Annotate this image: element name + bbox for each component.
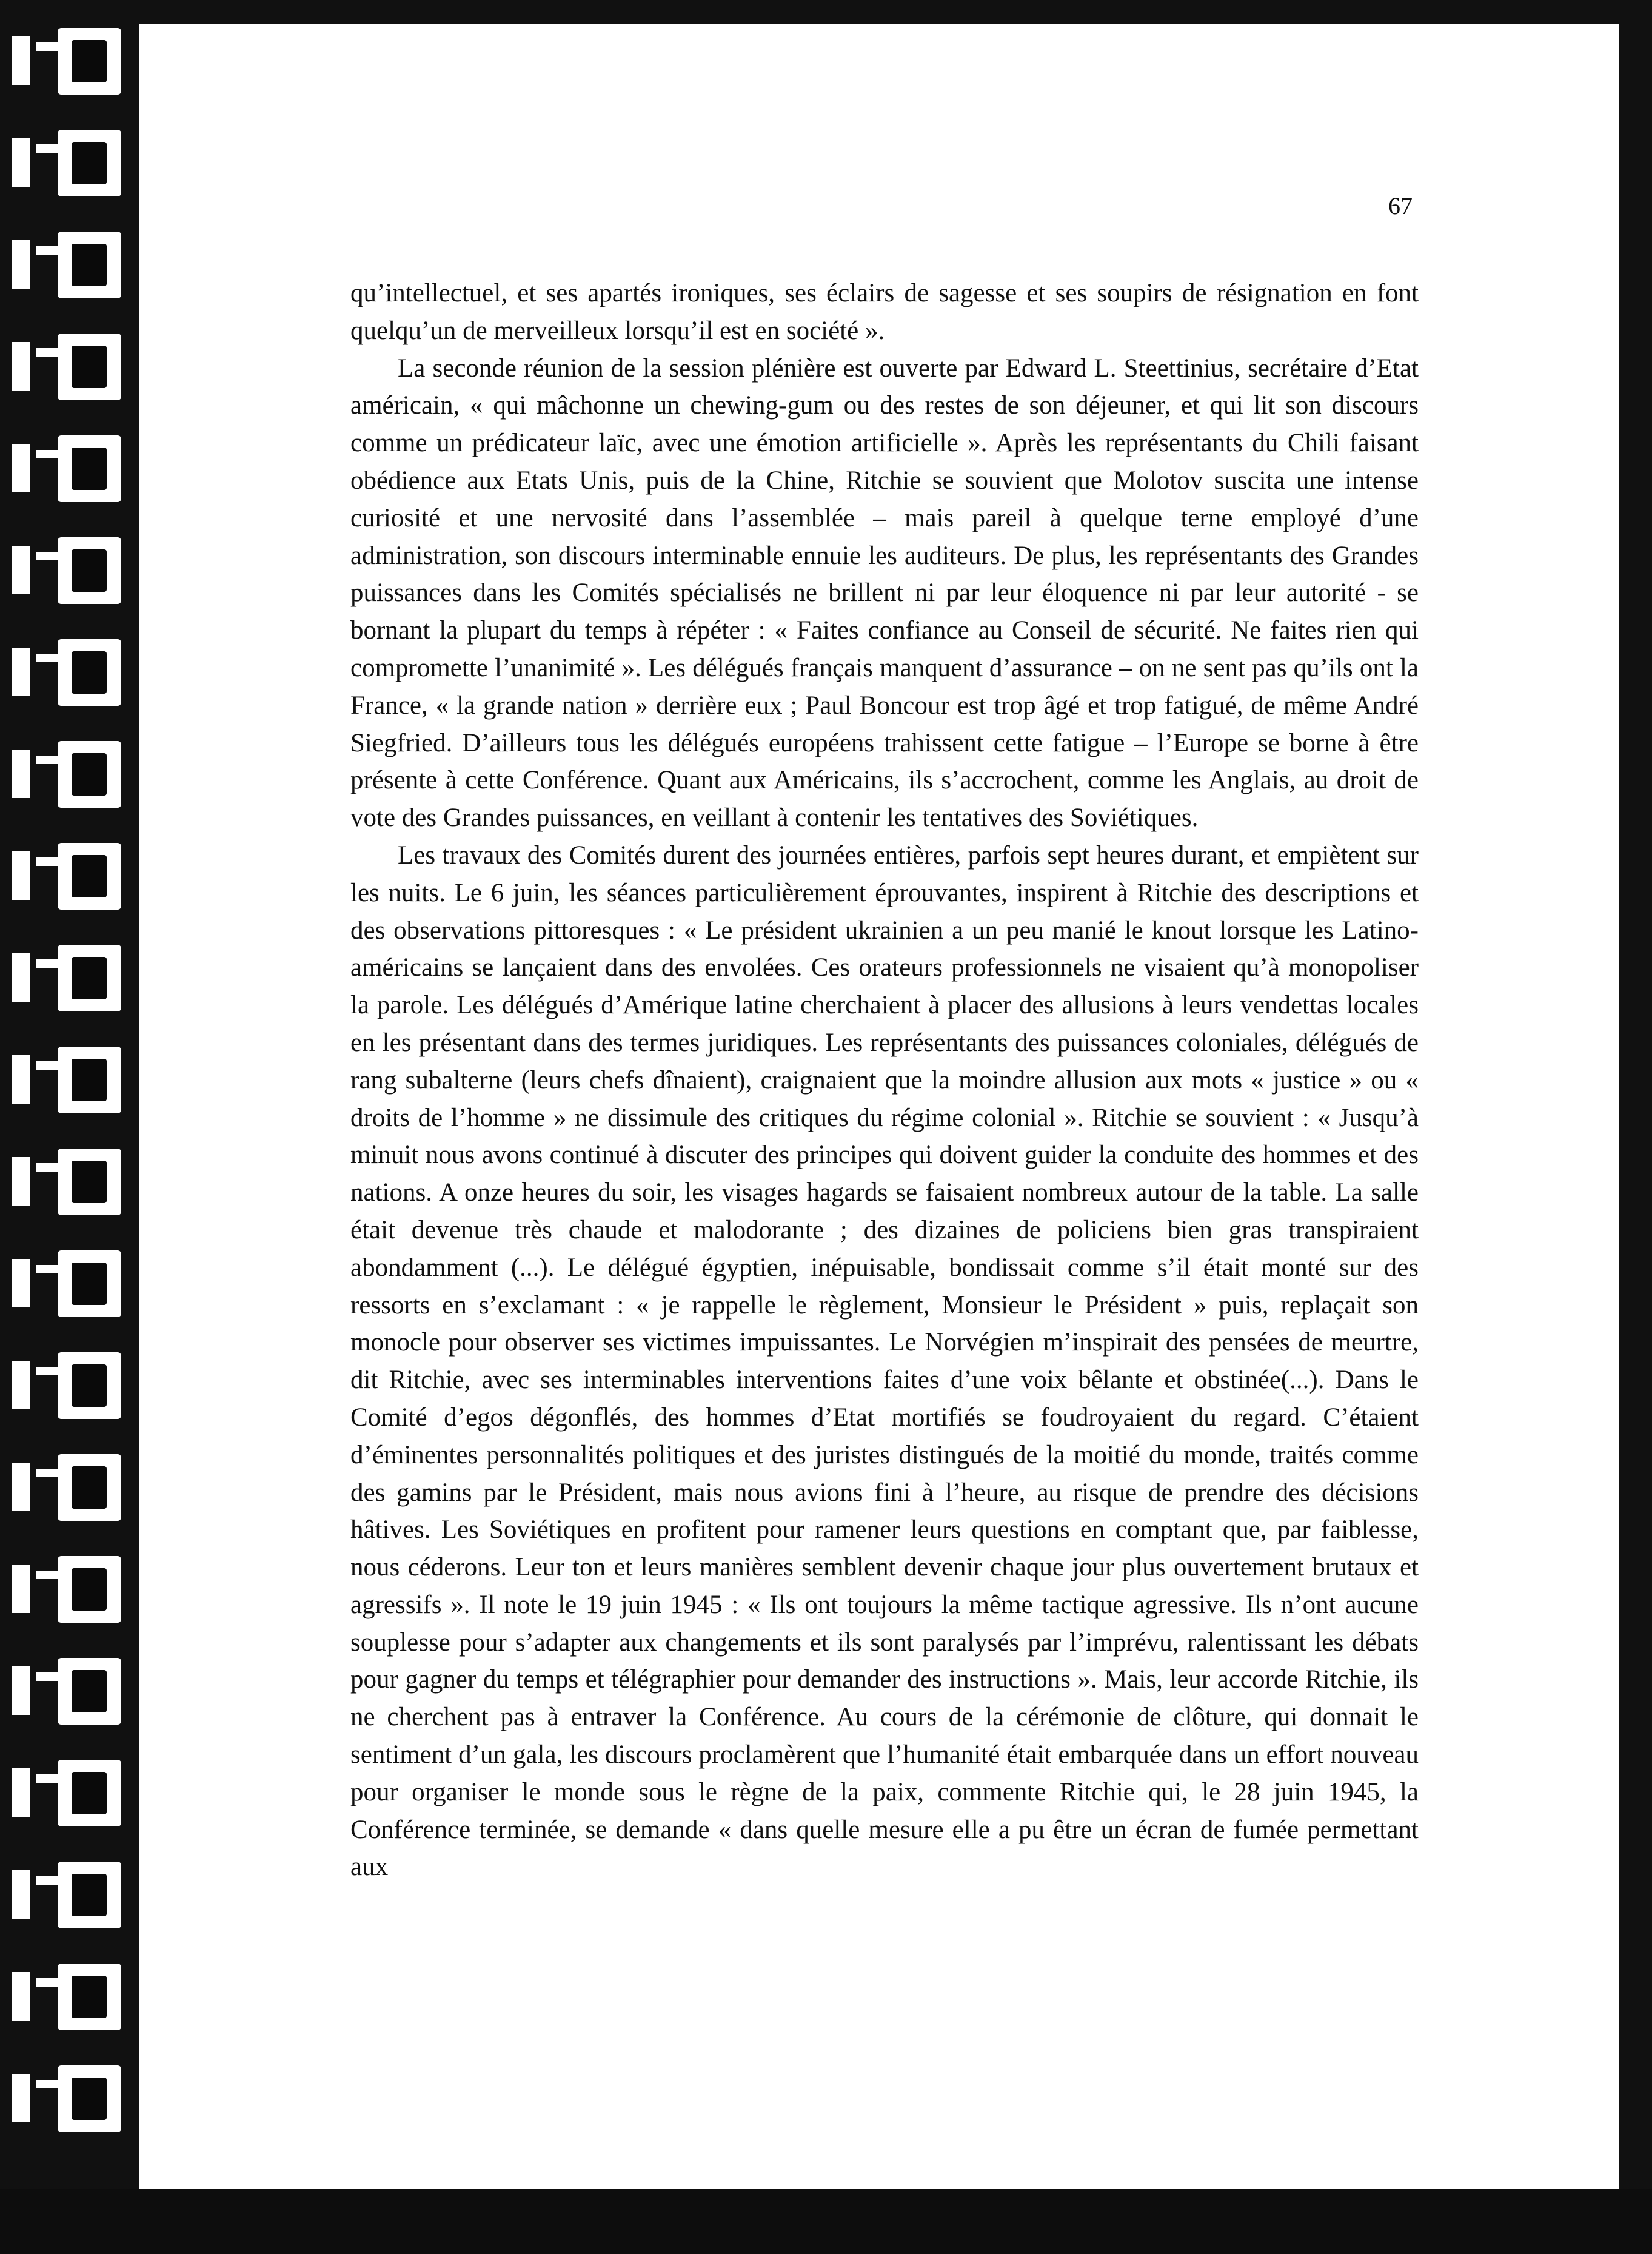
binding-ring	[0, 228, 139, 301]
punch-hole	[12, 750, 30, 798]
coil-loop-inner	[72, 244, 107, 286]
binding-ring	[0, 1654, 139, 1727]
coil-loop-inner	[72, 448, 107, 490]
page-number: 67	[1388, 192, 1413, 220]
binding-ring	[0, 2062, 139, 2135]
binding-ring	[0, 1451, 139, 1523]
punch-hole	[12, 444, 30, 492]
punch-hole	[12, 546, 30, 594]
coil-loop-inner	[72, 1059, 107, 1101]
coil-loop-inner	[72, 2078, 107, 2120]
coil-loop-inner	[72, 40, 107, 82]
binding-ring	[0, 534, 139, 606]
punch-hole	[12, 953, 30, 1002]
coil-loop-inner	[72, 1670, 107, 1712]
coil-loop-inner	[72, 855, 107, 897]
coil-loop-inner	[72, 1568, 107, 1611]
punch-hole	[12, 1259, 30, 1307]
punch-hole	[12, 1463, 30, 1511]
binding-ring	[0, 330, 139, 403]
binding-ring	[0, 1043, 139, 1116]
paragraph-3: Les travaux des Comités durent des journées entières, parfois sept heures durant, et empiètent sur les nuits. Le 6 juin, les séances particulièrement éprouvantes, inspirent à Ritchie des descriptions et des observations pittoresques : « Le président ukrainien a un peu manié le knout lorsque les Latino-américains se lançaient dans des envolées. Ces orateurs professionnels ne visaient qu’à monopoliser la parole. Les délégués d’Amérique latine cherchaient à placer des allusions à leurs vendettas locales en les présentant dans des termes juridiques. Les représentants des puissances coloniales, délégués de rang subalterne (leurs chefs dînaient), craignaient que la moindre allusion aux mots « justice » ou « droits de l’homme » ne dissimule des critiques du régime colonial ». Ritchie se souvient : « Jusqu’à minuit nous avons continué à discuter des principes qui doivent guider la conduite des hommes et des nations. A onze heures du soir, les visages hagards se faisaient nombreux autour de la table. La salle était devenue très chaude et malodorante ; des dizaines de policiens bien gras transpiraient abondamment (...). Le délégué égyptien, inépuisable, bondissait comme s’il était monté sur des ressorts en s’exclamant : « je rappelle le règlement, Monsieur le Président » puis, replaçait son monocle pour observer ses victimes impuissantes. Le Norvégien m’inspirait des pensées de meurtre, dit Ritchie, avec ses interminables interventions faites d’une voix bêlante et obstinée(...). Dans le Comité d’egos dégonflés, des hommes d’Etat mortifiés se foudroyaient du regard. C’étaient d’éminentes personnalités politiques et des juristes distingués de la moitié du monde, traités comme des gamins par le Président, mais nous avions fini à l’heure, au risque de prendre des décisions hâtives. Les Soviétiques en profitent pour ramener leurs questions en comptant que, par faiblesse, nous céderons. Leur ton et leurs manières semblent devenir chaque jour plus ouvertement brutaux et agressifs ». Il note le 19 juin 1945 : « Ils ont toujours la même tactique agressive. Ils n’ont aucune souplesse pour s’adapter aux changements et ils sont paralysés par l’imprévu, ralentissant les débats pour gagner du temps et télégraphier pour demander des instructions ». Mais, leur accorde Ritchie, ils ne cherchent pas à entraver la Conférence. Au cours de la cérémonie de clôture, qui donnait le sentiment d’un gala, les discours proclamèrent que l’humanité était embarquée dans un effort nouveau pour organiser le monde sous le règne de la paix, commente Ritchie qui, le 28 juin 1945, la Conférence terminée, se demande « dans quelle mesure elle a pu être un écran de fumée permettant aux	[350, 840, 1419, 1882]
punch-hole	[12, 1361, 30, 1409]
punch-hole	[12, 1768, 30, 1817]
scan-bottom-edge	[0, 2189, 1652, 2254]
binding-ring	[0, 1756, 139, 1829]
punch-hole	[12, 2074, 30, 2122]
spiral-binding	[0, 24, 139, 2207]
coil-loop-inner	[72, 957, 107, 999]
coil-loop-inner	[72, 1466, 107, 1509]
coil-loop-inner	[72, 753, 107, 796]
paragraph-2: La seconde réunion de la session plénière est ouverte par Edward L. Steettinius, secrétaire d’Etat américain, « qui mâchonne un chewing-gum ou des restes de son déjeuner, et qui lit son discours comme un prédicateur laïc, avec une émotion artificielle ». Après les représentants du Chili faisant obédience aux Etats Unis, puis de la Chine, Ritchie se souvient que Molotov suscita une intense curiosité et une nervosité dans l’assemblée – mais pareil à quelque terne employé d’une administration, son discours interminable ennuie les auditeurs. De plus, les représentants des Grandes puissances dans les Comités spécialisés ne brillent ni par leur éloquence ni par leur autorité - se bornant la plupart du temps à répéter : « Faites confiance au Conseil de sécurité. Ne faites rien qui compromette l’unanimité ». Les délégués français manquent d’assurance – on ne sent pas qu’ils ont la France, « la grande nation » derrière eux ; Paul Boncour est trop âgé et trop fatigué, de même André Siegfried. D’ailleurs tous les délégués européens trahissent cette fatigue – l’Europe se borne à être présente à cette Conférence. Quant aux Américains, ils s’accrochent, comme les Anglais, au droit de vote des Grandes puissances, en veillant à contenir les tentatives des Soviétiques.	[350, 354, 1419, 833]
binding-ring	[0, 1145, 139, 1218]
binding-ring	[0, 839, 139, 912]
punch-hole	[12, 342, 30, 391]
binding-ring	[0, 941, 139, 1014]
punch-hole	[12, 36, 30, 85]
punch-hole	[12, 851, 30, 900]
coil-loop-inner	[72, 1263, 107, 1305]
binding-ring	[0, 24, 139, 97]
coil-loop-inner	[72, 346, 107, 388]
binding-ring	[0, 636, 139, 708]
coil-loop-inner	[72, 1772, 107, 1814]
punch-hole	[12, 1870, 30, 1919]
coil-loop-inner	[72, 1364, 107, 1407]
binding-ring	[0, 126, 139, 199]
coil-loop-inner	[72, 1976, 107, 2018]
punch-hole	[12, 1972, 30, 2021]
punch-hole	[12, 240, 30, 289]
binding-ring	[0, 1349, 139, 1421]
punch-hole	[12, 1666, 30, 1715]
coil-loop-inner	[72, 1161, 107, 1203]
binding-ring	[0, 432, 139, 505]
body-text	[350, 275, 1419, 1886]
binding-ring	[0, 1858, 139, 1931]
punch-hole	[12, 138, 30, 187]
coil-loop-inner	[72, 142, 107, 184]
binding-ring	[0, 1247, 139, 1320]
punch-hole	[12, 1157, 30, 1206]
punch-hole	[12, 648, 30, 696]
binding-ring	[0, 737, 139, 810]
paragraph-1: qu’intellectuel, et ses apartés ironiques, ses éclairs de sagesse et ses soupirs de résignation en font quelqu’un de merveilleux lorsqu’il est en société ».	[350, 279, 1419, 345]
binding-ring	[0, 1960, 139, 2033]
coil-loop-inner	[72, 1874, 107, 1916]
coil-loop-inner	[72, 651, 107, 694]
binding-ring	[0, 1552, 139, 1625]
punch-hole	[12, 1565, 30, 1613]
coil-loop-inner	[72, 549, 107, 592]
punch-hole	[12, 1055, 30, 1104]
